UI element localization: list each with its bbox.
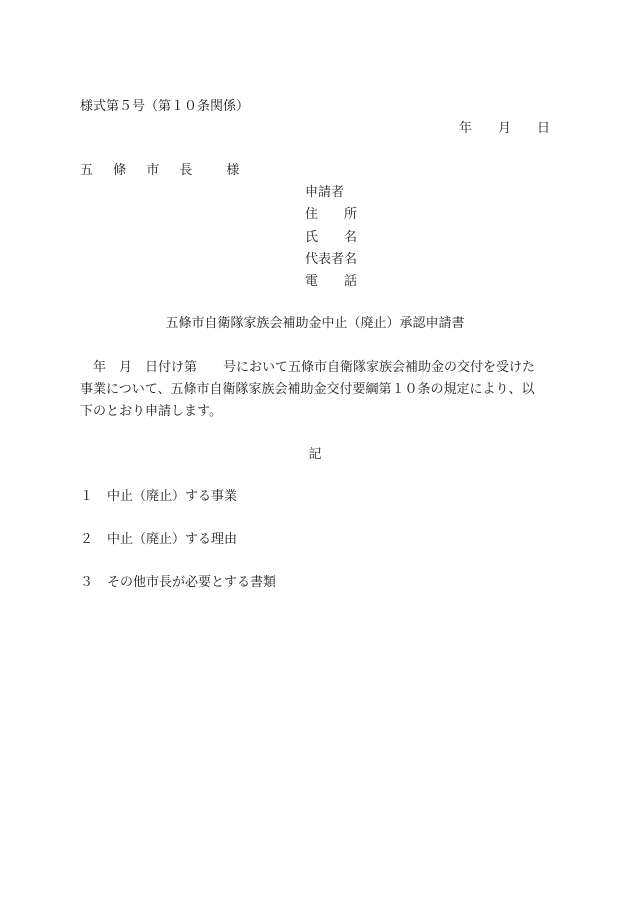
body-line: 事業について、五條市自衛隊家族会補助金交付要綱第１０条の規定により、以 xyxy=(80,382,535,397)
applicant-heading: 申請者 xyxy=(305,185,345,200)
item-number: １ xyxy=(80,489,94,504)
applicant-phone-label: 電話 xyxy=(305,274,384,289)
applicant-name-label: 氏名 xyxy=(305,230,384,245)
date-day-label: 日 xyxy=(537,121,551,136)
document-body xyxy=(80,357,550,423)
item-number: ２ xyxy=(80,532,94,547)
list-item xyxy=(80,488,237,506)
ki-heading: 記 xyxy=(308,447,322,462)
date-line xyxy=(459,120,550,138)
applicant-representative-label: 代表者名 xyxy=(305,252,358,267)
form-number: 様式第５号（第１０条関係） xyxy=(80,99,250,114)
item-text: 中止（廃止）する事業 xyxy=(107,489,238,504)
item-number: ３ xyxy=(80,575,94,590)
document-title: 五條市自衛隊家族会補助金中止（廃止）承認申請書 xyxy=(165,316,465,331)
list-item xyxy=(80,574,276,592)
item-text: 中止（廃止）する理由 xyxy=(107,532,238,547)
item-text: その他市長が必要とする書類 xyxy=(107,575,277,590)
body-line: 下のとおり申請します。 xyxy=(80,404,222,419)
list-item xyxy=(80,531,237,549)
date-year-label: 年 xyxy=(459,121,473,136)
body-line: 年 月 日付け第 号において五條市自衛隊家族会補助金の交付を受けた xyxy=(80,360,536,375)
addressee xyxy=(80,162,239,180)
addressee-title: 五 條 市 長 xyxy=(80,163,201,178)
applicant-address-label: 住所 xyxy=(305,207,384,222)
date-month-label: 月 xyxy=(498,121,512,136)
addressee-honorific: 様 xyxy=(226,163,240,178)
